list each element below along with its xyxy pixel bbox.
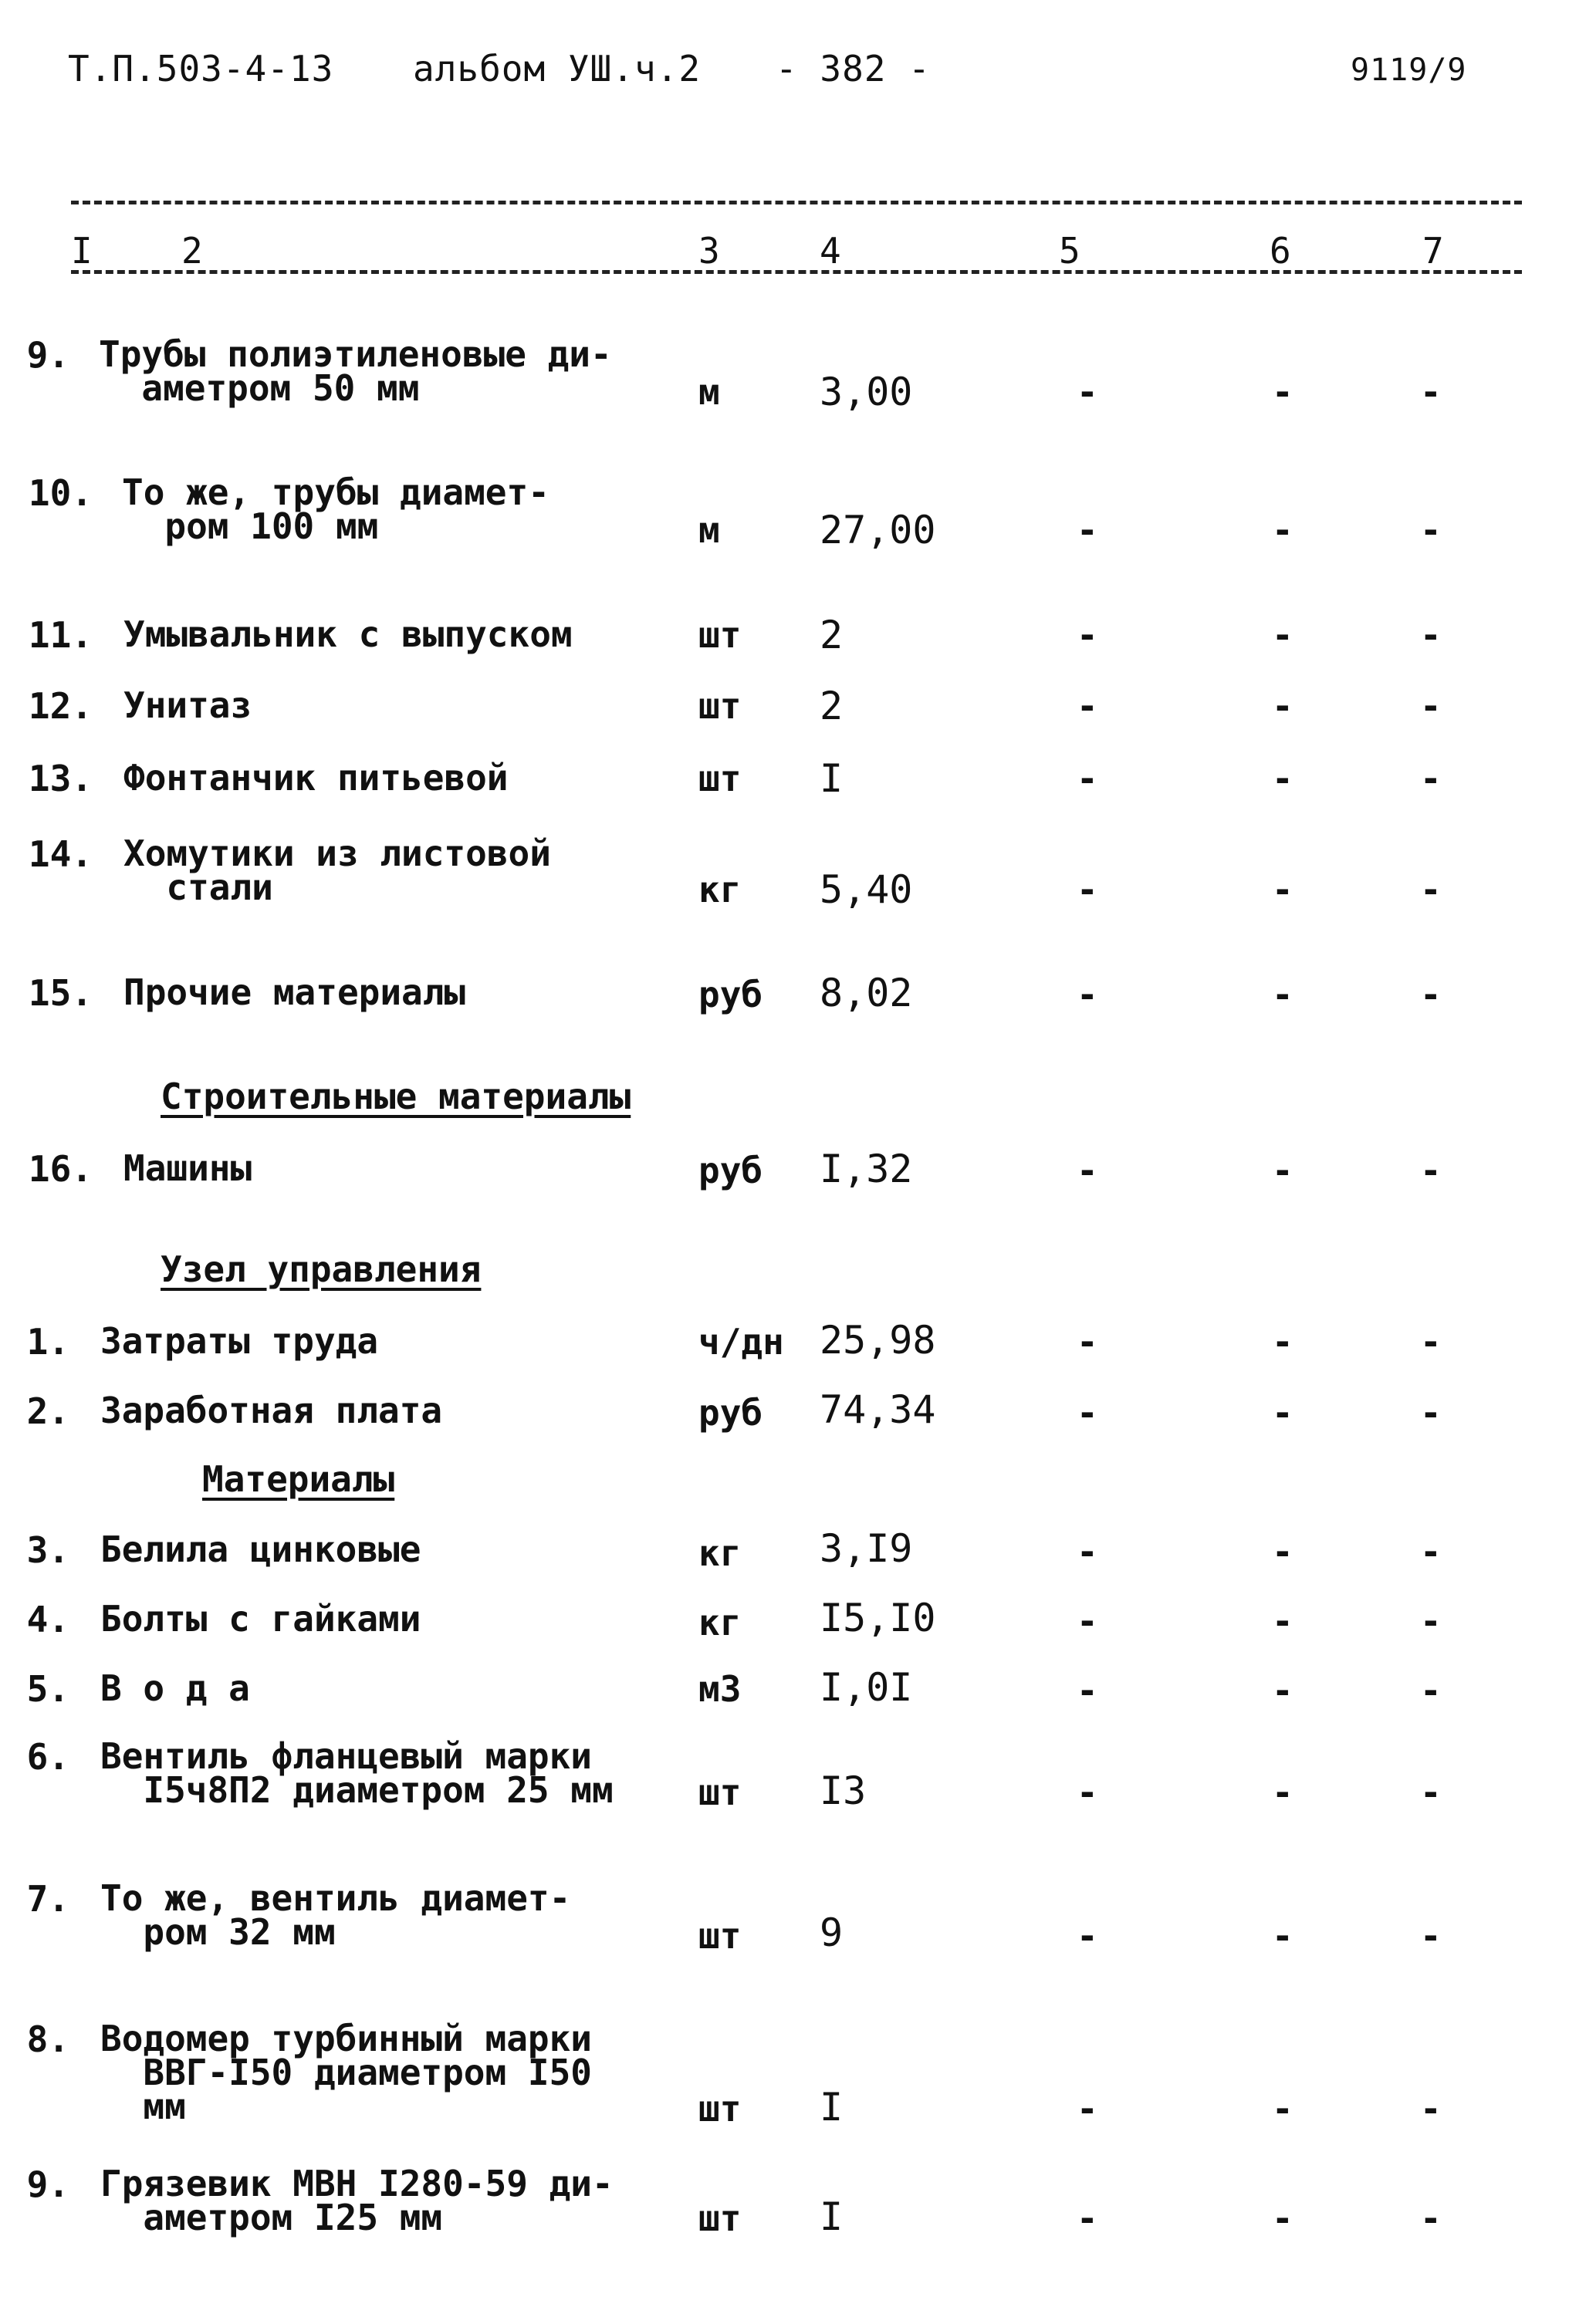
row-col5: - <box>1077 614 1098 656</box>
header-rule-top <box>71 201 1522 204</box>
column-number-1: I <box>71 230 93 272</box>
column-number-2: 2 <box>181 230 203 272</box>
row-col6: - <box>1272 1392 1293 1434</box>
row-col5: - <box>1077 1150 1098 1191</box>
row-col5: - <box>1077 974 1098 1015</box>
row-name: Заработная плата <box>100 1390 443 1431</box>
row-col7: - <box>1420 1772 1442 1813</box>
row-unit: шт <box>698 685 742 727</box>
row-quantity: I <box>820 2194 844 2239</box>
row-col6: - <box>1272 1321 1293 1363</box>
row-quantity: 27,00 <box>820 508 936 552</box>
row-col7: - <box>1420 2088 1442 2130</box>
row-quantity: I,0I <box>820 1665 913 1710</box>
row-unit: кг <box>698 1602 742 1643</box>
row-number: 6. <box>26 1736 69 1778</box>
row-col7: - <box>1420 509 1442 551</box>
row-number: 3. <box>26 1529 69 1571</box>
row-number: 4. <box>26 1599 69 1640</box>
row-col5: - <box>1077 1531 1098 1572</box>
row-quantity: 3,00 <box>820 370 913 414</box>
row-col6: - <box>1272 869 1293 910</box>
row-col5: - <box>1077 1772 1098 1813</box>
row-quantity: 3,I9 <box>820 1526 913 1571</box>
row-col6: - <box>1272 758 1293 799</box>
row-name: Трубы полиэтиленовые ди- аметром 50 мм <box>99 333 612 409</box>
row-number: 10. <box>28 472 93 514</box>
row-col7: - <box>1420 1150 1442 1191</box>
row-quantity: I5,I0 <box>820 1596 936 1640</box>
album-reference: альбом УШ.ч.2 <box>413 48 702 90</box>
row-col5: - <box>1077 371 1098 413</box>
row-col6: - <box>1272 1772 1293 1813</box>
row-col6: - <box>1272 1915 1293 1957</box>
row-number: 2. <box>26 1390 69 1432</box>
row-quantity: 2 <box>820 613 844 657</box>
row-name: Машины <box>123 1147 252 1189</box>
row-col6: - <box>1272 1670 1293 1711</box>
row-col7: - <box>1420 1531 1442 1572</box>
row-col5: - <box>1077 1600 1098 1642</box>
row-unit: м <box>698 371 720 413</box>
row-col5: - <box>1077 869 1098 910</box>
sheet-reference: 9119/9 <box>1351 52 1467 88</box>
document-code: Т.П.503-4-13 <box>68 48 334 90</box>
row-unit: руб <box>698 974 763 1015</box>
row-unit: руб <box>698 1392 763 1434</box>
row-quantity: 8,02 <box>820 971 913 1015</box>
row-name: Фонтанчик питьевой <box>123 757 509 799</box>
row-number: 12. <box>28 685 93 727</box>
row-col6: - <box>1272 371 1293 413</box>
header-rule-bottom <box>71 270 1522 274</box>
section-heading-construction-materials: Строительные материалы <box>161 1076 631 1117</box>
row-number: 7. <box>26 1878 69 1920</box>
row-col6: - <box>1272 685 1293 727</box>
page-number: - 382 - <box>776 48 931 90</box>
row-col7: - <box>1420 1670 1442 1711</box>
row-name: Водомер турбинный марки ВВГ-I50 диаметром I50 мм <box>100 2018 592 2127</box>
row-col6: - <box>1272 974 1293 1015</box>
row-quantity: 2 <box>820 684 844 728</box>
row-col5: - <box>1077 509 1098 551</box>
row-number: 13. <box>28 758 93 799</box>
row-unit: шт <box>698 1915 742 1957</box>
row-unit: руб <box>698 1150 763 1191</box>
row-quantity: I3 <box>820 1768 867 1813</box>
row-col5: - <box>1077 1321 1098 1363</box>
row-number: 9. <box>26 2164 69 2205</box>
row-col6: - <box>1272 1600 1293 1642</box>
row-name: Вентиль фланцевый марки I5ч8П2 диаметром 25 мм <box>100 1735 614 1811</box>
row-name: Белила цинковые <box>100 1529 421 1570</box>
row-name: Прочие материалы <box>123 971 466 1013</box>
row-name: В о д а <box>100 1667 250 1709</box>
row-quantity: 74,34 <box>820 1387 936 1432</box>
row-unit: кг <box>698 1532 742 1574</box>
row-name: Грязевик МВН I280-59 ди- аметром I25 мм <box>100 2163 614 2238</box>
row-name: То же, трубы диамет- ром 100 мм <box>122 471 549 547</box>
row-number: 5. <box>26 1668 69 1710</box>
row-quantity: 5,40 <box>820 867 913 912</box>
row-unit: шт <box>698 2088 742 2130</box>
row-name: То же, вентиль диамет- ром 32 мм <box>100 1877 571 1953</box>
row-unit: шт <box>698 758 742 799</box>
row-number: 15. <box>28 972 93 1014</box>
row-quantity: I <box>820 2085 844 2130</box>
row-unit: кг <box>698 869 742 910</box>
row-col5: - <box>1077 1670 1098 1711</box>
row-col6: - <box>1272 509 1293 551</box>
row-number: 1. <box>26 1321 69 1363</box>
row-col5: - <box>1077 2088 1098 2130</box>
row-col5: - <box>1077 685 1098 727</box>
row-col7: - <box>1420 758 1442 799</box>
column-number-7: 7 <box>1422 230 1444 272</box>
row-name: Болты с гайками <box>100 1598 421 1640</box>
row-col7: - <box>1420 1392 1442 1434</box>
column-number-6: 6 <box>1270 230 1291 272</box>
row-col6: - <box>1272 1531 1293 1572</box>
row-col5: - <box>1077 2197 1098 2239</box>
row-number: 9. <box>26 334 69 376</box>
row-quantity: 25,98 <box>820 1318 936 1363</box>
row-name: Хомутики из листовой стали <box>123 833 551 908</box>
column-number-5: 5 <box>1059 230 1080 272</box>
row-quantity: I,32 <box>820 1147 913 1191</box>
row-col7: - <box>1420 974 1442 1015</box>
row-name: Затраты труда <box>100 1320 379 1362</box>
row-unit: м <box>698 509 720 551</box>
row-quantity: I <box>820 756 844 801</box>
column-number-3: 3 <box>698 230 720 272</box>
row-number: 16. <box>28 1148 93 1190</box>
row-col7: - <box>1420 1600 1442 1642</box>
row-unit: м3 <box>698 1668 742 1710</box>
row-col7: - <box>1420 869 1442 910</box>
row-col7: - <box>1420 614 1442 656</box>
row-col7: - <box>1420 2197 1442 2239</box>
row-number: 8. <box>26 2018 69 2060</box>
row-col5: - <box>1077 758 1098 799</box>
row-col6: - <box>1272 614 1293 656</box>
column-number-4: 4 <box>820 230 841 272</box>
row-number: 11. <box>28 614 93 656</box>
row-name: Унитаз <box>123 684 252 726</box>
row-name: Умывальник с выпуском <box>123 613 573 655</box>
row-col6: - <box>1272 2197 1293 2239</box>
row-col7: - <box>1420 1321 1442 1363</box>
row-col5: - <box>1077 1392 1098 1434</box>
row-col6: - <box>1272 1150 1293 1191</box>
row-unit: шт <box>698 614 742 656</box>
row-unit: шт <box>698 1772 742 1813</box>
row-unit: шт <box>698 2197 742 2239</box>
row-quantity: 9 <box>820 1910 844 1955</box>
row-unit: ч/дн <box>698 1321 784 1363</box>
row-col7: - <box>1420 1915 1442 1957</box>
section-heading-materials: Материалы <box>202 1458 395 1500</box>
row-col6: - <box>1272 2088 1293 2130</box>
row-col7: - <box>1420 371 1442 413</box>
row-col7: - <box>1420 685 1442 727</box>
section-heading-control-unit: Узел управления <box>161 1248 482 1290</box>
row-col5: - <box>1077 1915 1098 1957</box>
row-number: 14. <box>28 833 93 875</box>
